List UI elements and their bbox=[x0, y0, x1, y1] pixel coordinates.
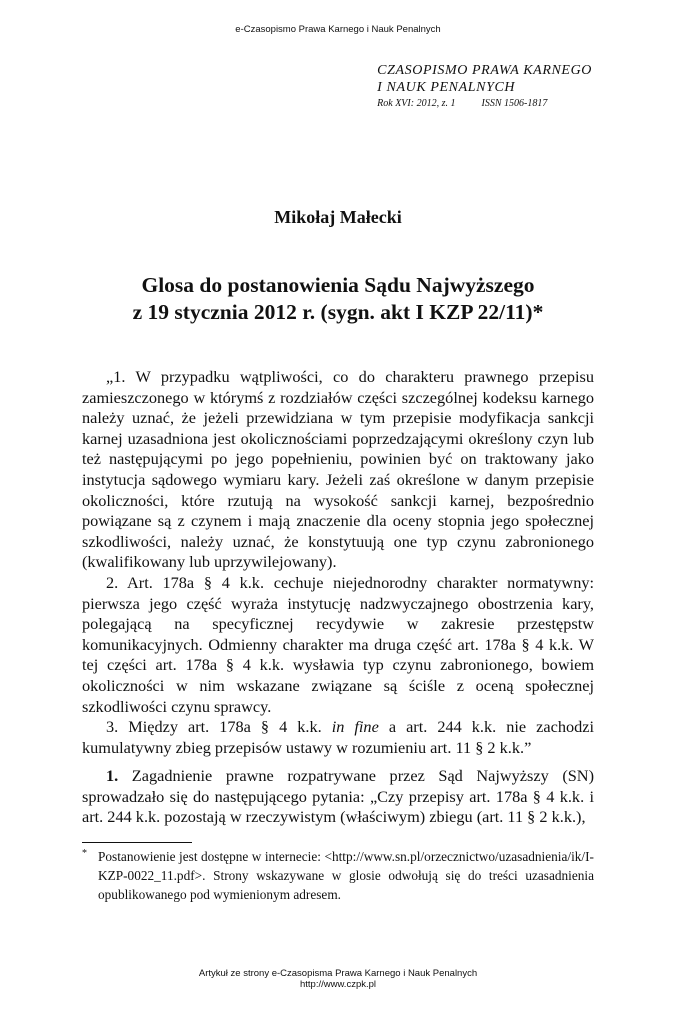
thesis-paragraph-1: „1. W przypadku wątpliwości, co do charakteru prawnego przepisu zamieszczonego w którymś z rozdziałów części szczególnej kodeksu karnego należy uznać, że jeżeli przewidziana w tym przepisie modyfikacja sankcji karnej uzasadniona jest okolicznościami poprzedzającymi określony czyn lub też następującymi po jego popełnieniu, powinien być on traktowany jako instytucja sądowego wymiaru kary. Jeżeli zaś określone w danym przepisie okoliczności, które rzutują na wysokość sankcji karnej, bezpośrednio powiązane są z czynem i mają znaczenie dla oceny stopnia jego społecznej szkodliwości, należy uznać, że konstytuują one typ czynu zabronionego (kwalifikowany lub uprzywilejowany). bbox=[82, 367, 594, 572]
thesis-quote bbox=[82, 367, 594, 758]
main-paragraph-text: Zagadnienie prawne rozpatrywane przez Sąd Najwyższy (SN) sprowadzało się do następującego pytania: „Czy przepisy art. 178a § 4 k.k. i art. 244 k.k. pozostają w rzeczywistym (właściwym) zbiegu (art. 11 § 2 k.k.), bbox=[82, 766, 594, 827]
footnote-divider bbox=[82, 842, 192, 843]
page-footer bbox=[0, 968, 676, 990]
running-header: e-Czasopismo Prawa Karnego i Nauk Penalnych bbox=[235, 24, 441, 35]
section-number: 1. bbox=[106, 766, 119, 785]
thesis-3-post: a art. 244 k.k. nie zachodzi kumulatywny zbieg przepisów ustawy w rozumieniu art. 11 § 2 k.k.” bbox=[82, 717, 594, 757]
thesis-3-italic: in fine bbox=[331, 717, 379, 737]
footnote bbox=[82, 847, 594, 904]
title-line2: z 19 stycznia 2012 r. (sygn. akt I KZP 22/11)* bbox=[132, 300, 544, 324]
footer-line1: Artykuł ze strony e-Czasopisma Prawa Karnego i Nauk Penalnych bbox=[198, 968, 478, 979]
journal-masthead bbox=[377, 62, 592, 111]
thesis-paragraph-2: 2. Art. 178a § 4 k.k. cechuje niejednorodny charakter normatywny: pierwsza jego część wyraża instytucję nadzwyczajnego obostrzenia kary, polegającą na specyficznej recydywie w zakresie przestępstw komunikacyjnych. Odmienny charakter ma druga część art. 178a § 4 k.k. W tej części art. 178a § 4 k.k. wysławia typ czynu zabronionego, bowiem okoliczności w nim wskazane związane są ściśle z oceną społecznej szkodliwości czynu sprawcy. bbox=[82, 572, 594, 716]
author-name: Mikołaj Małecki bbox=[274, 207, 402, 227]
thesis-3-pre: 3. Między art. 178a § 4 k.k. bbox=[106, 717, 332, 737]
article-title bbox=[0, 272, 676, 326]
thesis-paragraph-3 bbox=[82, 717, 594, 758]
journal-issue: Rok XVI: 2012, z. 1 bbox=[377, 98, 456, 109]
journal-name-line2: I NAUK PENALNYCH bbox=[377, 80, 516, 95]
journal-issn: ISSN 1506-1817 bbox=[481, 98, 548, 109]
footer-url: http://www.czpk.pl bbox=[299, 979, 377, 990]
footnote-text: Postanowienie jest dostępne w internecie: <http://www.sn.pl/orzecznictwo/uzasadnienia/ik/I-KZP-0022_11.pdf>. Strony wskazywane w glosie odwołują się do treści uzasadnienia opublikowanego pod wymienionym adresem. bbox=[98, 849, 594, 902]
main-text bbox=[82, 766, 594, 828]
title-line1: Glosa do postanowienia Sądu Najwyższego bbox=[141, 273, 535, 297]
footnote-mark: * bbox=[82, 848, 87, 859]
journal-name-line1: CZASOPISMO PRAWA KARNEGO bbox=[377, 63, 592, 78]
main-paragraph-1 bbox=[82, 766, 594, 828]
journal-meta bbox=[377, 97, 592, 111]
